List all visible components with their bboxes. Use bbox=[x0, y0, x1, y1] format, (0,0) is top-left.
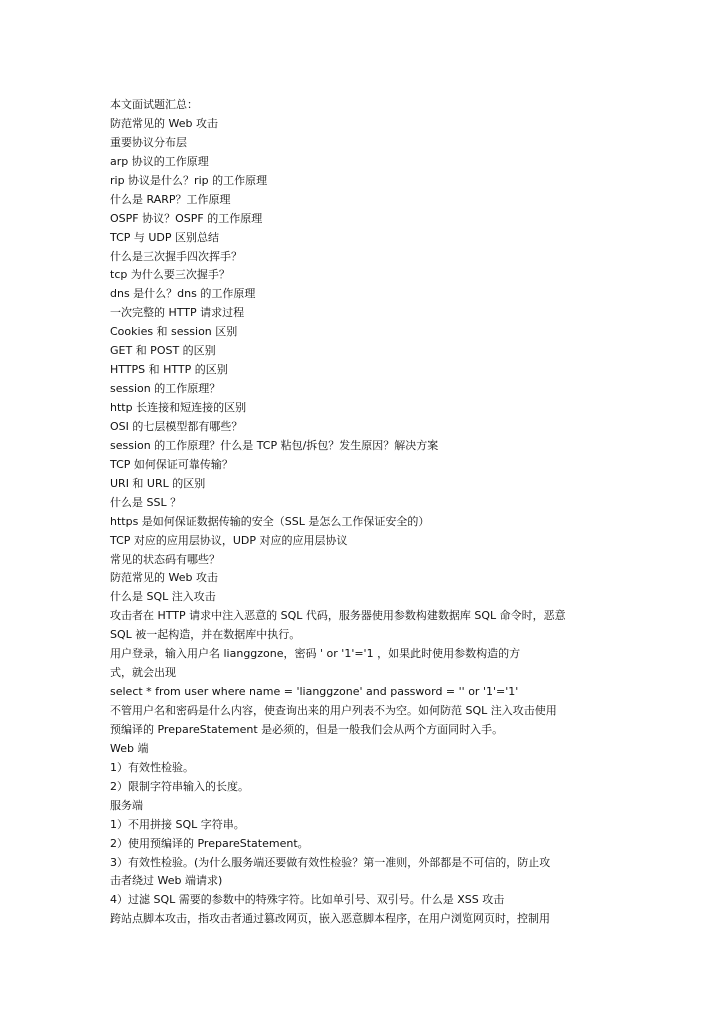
paragraph-line: SQL 被一起构造，并在数据库中执行。 bbox=[110, 628, 301, 642]
list-item: 2）使用预编译的 PrepareStatement。 bbox=[110, 836, 309, 850]
document-body bbox=[110, 96, 610, 929]
toc-item: URI 和 URL 的区别 bbox=[110, 476, 206, 490]
toc-item: tcp 为什么要三次握手？ bbox=[110, 268, 230, 282]
toc-item: TCP 对应的应用层协议，UDP 对应的应用层协议 bbox=[110, 533, 348, 547]
toc-item: 什么是 RARP？工作原理 bbox=[110, 192, 231, 206]
toc-item: arp 协议的工作原理 bbox=[110, 154, 209, 168]
toc-item: Cookies 和 session 区别 bbox=[110, 325, 238, 339]
toc-item: OSPF 协议？OSPF 的工作原理 bbox=[110, 211, 263, 225]
list-item: 2）限制字符串输入的长度。 bbox=[110, 779, 249, 793]
list-item: 3）有效性检验。(为什么服务端还要做有效性检验？第一准则，外部都是不可信的，防止攻 bbox=[110, 855, 551, 869]
toc-item: GET 和 POST 的区别 bbox=[110, 344, 216, 358]
paragraph-line: 用户登录，输入用户名 lianggzone，密码 ' or '1'='1 ，如果此时使用参数构造的方 bbox=[110, 647, 521, 661]
toc-item: OSI 的七层模型都有哪些？ bbox=[110, 419, 243, 433]
toc-item: 重要协议分布层 bbox=[110, 135, 187, 149]
list-item: 1）有效性检验。 bbox=[110, 760, 194, 774]
toc-item: rip 协议是什么？rip 的工作原理 bbox=[110, 173, 268, 187]
list-item: 1）不用拼接 SQL 字符串。 bbox=[110, 817, 245, 831]
paragraph-line: 预编译的 PrepareStatement 是必须的，但是一般我们会从两个方面同时入手。 bbox=[110, 722, 504, 736]
section-heading: 防范常见的 Web 攻击 bbox=[110, 571, 218, 585]
toc-item: 什么是三次握手四次挥手？ bbox=[110, 249, 242, 263]
toc-item: http 长连接和短连接的区别 bbox=[110, 401, 247, 414]
code-line: select * from user where name = 'lianggzone' and password = '' or '1'='1' bbox=[110, 685, 519, 699]
toc-item: TCP 与 UDP 区别总结 bbox=[110, 230, 220, 244]
toc-item: dns 是什么？dns 的工作原理 bbox=[110, 287, 256, 301]
paragraph-line: 跨站点脚本攻击，指攻击者通过篡改网页，嵌入恶意脚本程序，在用户浏览网页时，控制用 bbox=[110, 912, 550, 926]
toc-item: session 的工作原理？什么是 TCP 粘包/拆包？发生原因？解决方案 bbox=[110, 438, 439, 452]
toc-item: 常见的状态码有哪些？ bbox=[110, 552, 220, 566]
list-item: 4）过滤 SQL 需要的参数中的特殊字符。比如单引号、双引号。什么是 XSS 攻击 bbox=[110, 893, 505, 907]
subsection-heading: 什么是 SQL 注入攻击 bbox=[110, 590, 216, 604]
heading-summary: 本文面试题汇总： bbox=[110, 98, 198, 111]
list-item: 击者绕过 Web 端请求) bbox=[110, 874, 223, 888]
toc-item: 什么是 SSL ？ bbox=[110, 495, 182, 509]
toc-item: 一次完整的 HTTP 请求过程 bbox=[110, 306, 245, 320]
paragraph-line: 式，就会出现 bbox=[110, 666, 176, 680]
toc-item: TCP 如何保证可靠传输？ bbox=[110, 457, 233, 471]
subheading-server: 服务端 bbox=[110, 798, 143, 812]
toc-item: HTTPS 和 HTTP 的区别 bbox=[110, 363, 228, 377]
subheading-web: Web 端 bbox=[110, 741, 149, 755]
toc-item: https 是如何保证数据传输的安全（SSL 是怎么工作保证安全的） bbox=[110, 514, 430, 528]
toc-item: 防范常见的 Web 攻击 bbox=[110, 116, 218, 130]
paragraph-line: 不管用户名和密码是什么内容，使查询出来的用户列表不为空。如何防范 SQL 注入攻击使用 bbox=[110, 704, 557, 717]
paragraph-line: 攻击者在 HTTP 请求中注入恶意的 SQL 代码，服务器使用参数构建数据库 SQL 命令时，恶意 bbox=[110, 609, 566, 623]
toc-item: session 的工作原理？ bbox=[110, 382, 221, 396]
